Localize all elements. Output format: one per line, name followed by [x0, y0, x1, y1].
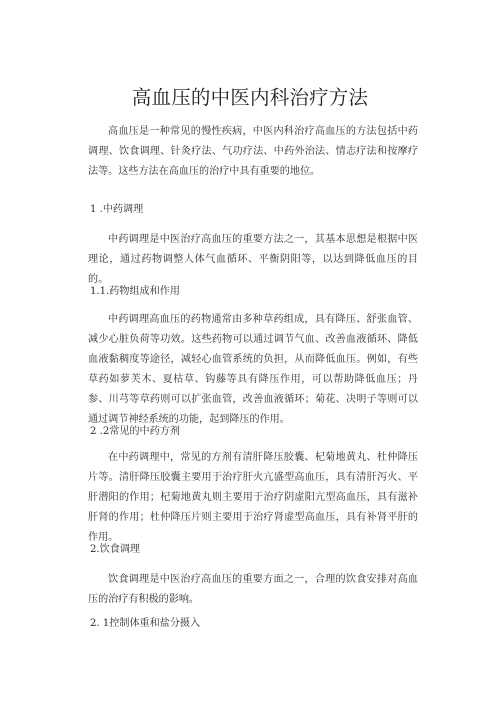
section-2-heading: 2.饮食调理	[90, 544, 141, 555]
section-1-heading: 1 .中药调理	[90, 204, 144, 215]
section-1-2-paragraph: 在中药调理中，常见的方剂有清肝降压胶囊、杞菊地黄丸、杜仲降压片等。清肝降压胶囊主要用于治疗肝火亢盛型高血压，具有清肝泻火、平肝潜阳的作用；杞菊地黄丸则主要用于治疗阴虚阳亢型高血压，具有滋补肝肾的作用；杜仲降压片则主要用于治疗肾虚型高血压，具有补肾平肝的作用。	[88, 452, 418, 543]
section-1-paragraph: 中药调理是中医治疗高血压的重要方法之一，其基本思想是根据中医理论，通过药物调整人体气血循环、平衡阴阳等，以达到降低血压的目的。	[88, 234, 418, 285]
section-1-1-heading: 1.1.药物组成和作用	[90, 286, 180, 297]
section-1-2-heading: 2 .2常见的中药方剂	[90, 426, 180, 437]
section-2-1-heading: 2. 1控制体重和盐分摄入	[90, 618, 201, 629]
intro-paragraph: 高血压是一种常见的慢性疾病，中医内科治疗高血压的方法包括中药调理、饮食调理、针灸疗法、气功疗法、中药外治法、情志疗法和按摩疗法等。这些方法在高血压的治疗中具有重要的地位。	[88, 126, 418, 177]
section-1-1-paragraph: 中药调理高血压的药物通常由多种草药组成，具有降压、舒张血管、减少心脏负荷等功效。这些药物可以通过调节气血、改善血液循环、降低血液黏稠度等途径，减轻心血管系统的负担，从而降低血压。例如，有些草药如萝芙木、夏枯草、钩藤等具有降压作用，可以帮助降低血压；丹参、川芎等草药则可以扩张血管，改善血液循环；菊花、决明子等则可以通过调节神经系统的功能，起到降压的作用。	[88, 314, 418, 425]
section-2-paragraph: 饮食调理是中医治疗高血压的重要方面之一，合理的饮食安排对高血压的治疗有积极的影响。	[88, 574, 418, 605]
document-title: 高血压的中医内科治疗方法	[131, 86, 369, 109]
